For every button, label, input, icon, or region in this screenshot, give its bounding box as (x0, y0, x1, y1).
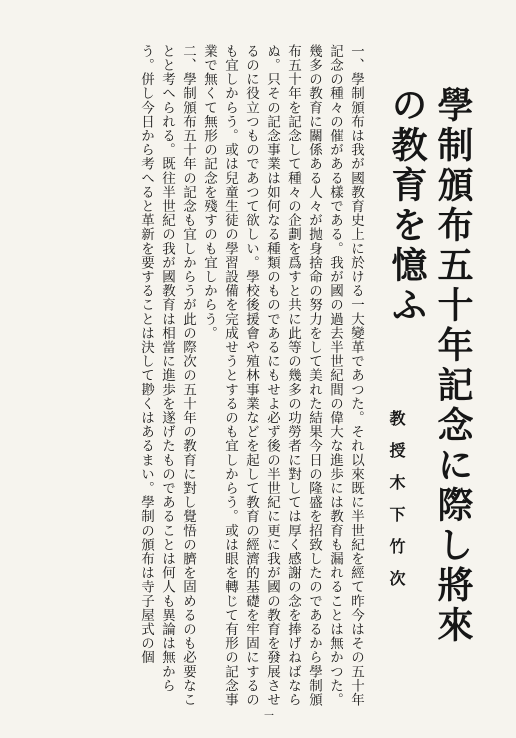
article-title: 學制頒布五十年記念に際し將來の教育を憶ふ (386, 86, 474, 646)
page-folio: 一 (264, 711, 274, 722)
author-byline: 教授木下竹次 (387, 410, 406, 602)
paragraph-1: 一、學制頒布は我が國教育史上に於ける一大變革であつた。それ以來既に半世紀を經て昨今はその五十年記念の種々の催がある樣である。我が國の過去半世紀間の偉大な進歩には教育も漏れることは無かつた。幾多の教育に關係ある人々が抛身捨命の努力をして美れた結果今日の隆盛を招致したのであるから學制頒布五十年を記念して種々の企劃を爲すと共に此等の幾多の功勞者に對しては厚く感謝の念を捧げねばならぬ。只その記念事業は如何なる種類のものであるにもせよ必ず後の半世紀に更に我が國の教育を發展させるのに役立つものであつて欲しい。學校後援會や殖林事業などを起して教育の經濟的基礎を牢固にするのも宜しからう。或は兒童生徒の學習設備を完成せうとするのも宜しからう。或は眼を轉じて有形の記念事業で無くて無形の記念を殘すのも宜しからう。 (201, 44, 364, 707)
article-body (54, 44, 366, 708)
paragraph-2: 二、學制頒布五十年の記念も宜しからうが此の際次の五十年の教育に對し覺悟の臍を固めるのも必要なことと考へられる。既往半世紀の我が國教育は相當に進歩を遂げたものであることは何人も異論は無からう。併し今日から考へると革新を要することは決して尠くはあるまい。學制の頒布は寺子屋式の個 (138, 44, 196, 707)
